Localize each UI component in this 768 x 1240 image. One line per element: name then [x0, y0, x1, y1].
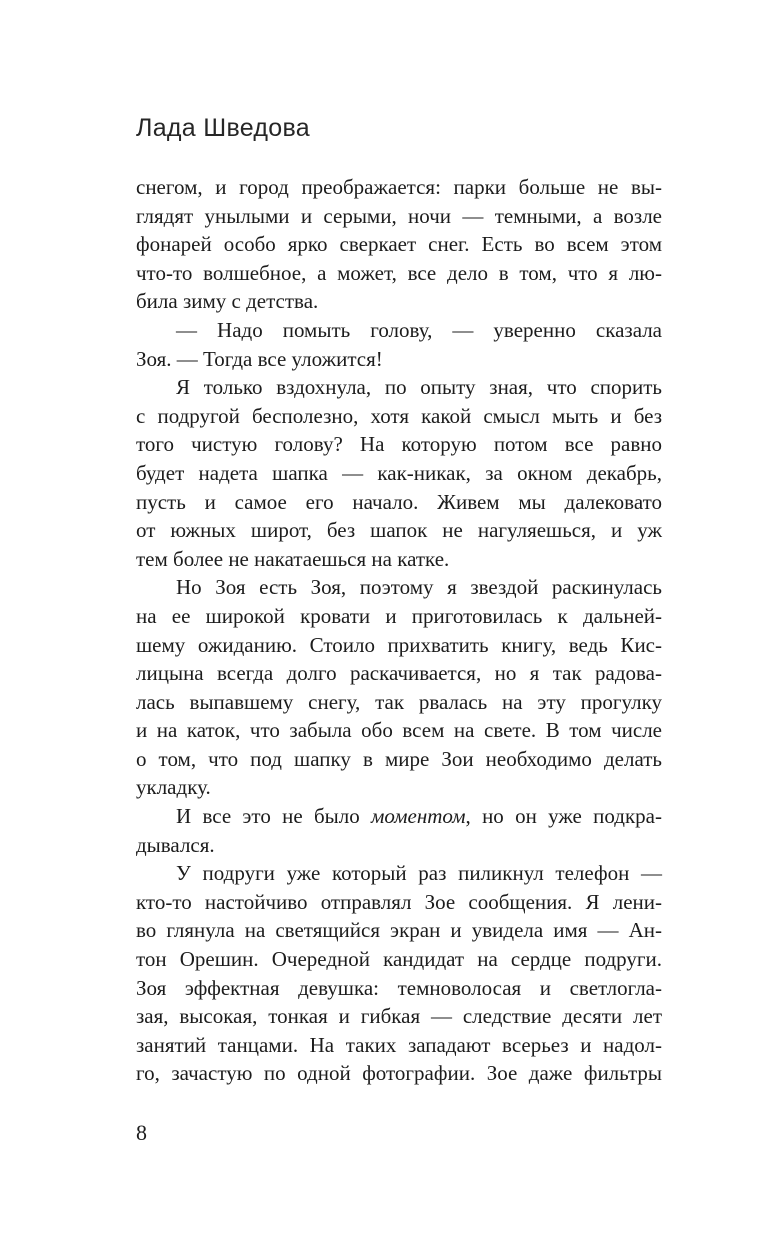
- text-line: тон Орешин. Очередной кандидат на сердце подруги.: [136, 947, 662, 972]
- text-line: била зиму с детства.: [136, 289, 319, 314]
- text-line: с подругой бесполезно, хотя какой смысл мыть и без: [136, 403, 662, 428]
- text-line: — Надо помыть голову, — уверенно сказала: [176, 317, 662, 342]
- text-line: зая, высокая, тонкая и гибкая — следствие десяти лет: [136, 1004, 662, 1029]
- text-line: тем более не накатаешься на катке.: [136, 546, 450, 571]
- text-line: У подруги уже который раз пиликнул телефон —: [176, 861, 662, 886]
- text-line: кто-то настойчиво отправлял Зое сообщения. Я лени-: [136, 889, 662, 914]
- text-line: Зоя. — Тогда все уложится!: [136, 346, 383, 371]
- text-segment: , но он уже подкра-: [465, 804, 662, 829]
- text-line: шему ожиданию. Стоило прихватить книгу, ведь Кис-: [136, 632, 662, 657]
- text-line: дывался.: [136, 832, 215, 857]
- text-line: лицына всегда долго раскачивается, но я так радова-: [136, 661, 662, 686]
- text-line: лась выпавшему снегу, так рвалась на эту прогулку: [136, 689, 662, 714]
- text-line: занятий танцами. На таких западают всерьез и надол-: [136, 1032, 662, 1057]
- text-line: го, зачастую по одной фотографии. Зое даже фильтры: [136, 1061, 662, 1086]
- text-segment: И все это не было: [176, 804, 372, 829]
- page-number: 8: [136, 1120, 147, 1145]
- running-head: Лада Шведова: [136, 114, 311, 142]
- text-line: о том, что под шапку в мире Зои необходимо делать: [136, 746, 662, 771]
- text-line: Зоя эффектная девушка: темноволосая и светлогла-: [136, 975, 662, 1000]
- text-line: глядят унылыми и серыми, ночи — темными, а возле: [136, 203, 662, 228]
- text-line: на ее широкой кровати и приготовилась к дальней-: [136, 603, 662, 628]
- text-line: будет надета шапка — как-никак, за окном декабрь,: [136, 460, 662, 485]
- text-line: пусть и самое его начало. Живем мы далековато: [136, 489, 662, 514]
- text-line: Но Зоя есть Зоя, поэтому я звездой раскинулась: [176, 575, 662, 600]
- text-line: во глянула на светящийся экран и увидела имя — Ан-: [136, 918, 662, 943]
- body-text: [136, 173, 662, 1088]
- text-line-with-emphasis: [136, 802, 662, 831]
- text-line: от южных широт, без шапок не нагуляешься, и уж: [136, 518, 662, 543]
- text-line: что-то волшебное, а может, все дело в том, что я лю-: [136, 260, 662, 285]
- text-line: того чистую голову? На которую потом все равно: [136, 432, 662, 457]
- text-line: снегом, и город преображается: парки больше не вы-: [136, 175, 662, 199]
- text-line: фонарей особо ярко сверкает снег. Есть во всем этом: [136, 232, 662, 257]
- text-line: Я только вздохнула, по опыту зная, что спорить: [176, 375, 662, 400]
- text-line: и на каток, что забыла обо всем на свете. В том числе: [136, 718, 662, 743]
- text-line: укладку.: [136, 775, 211, 800]
- emphasized-word: моментом: [371, 804, 466, 829]
